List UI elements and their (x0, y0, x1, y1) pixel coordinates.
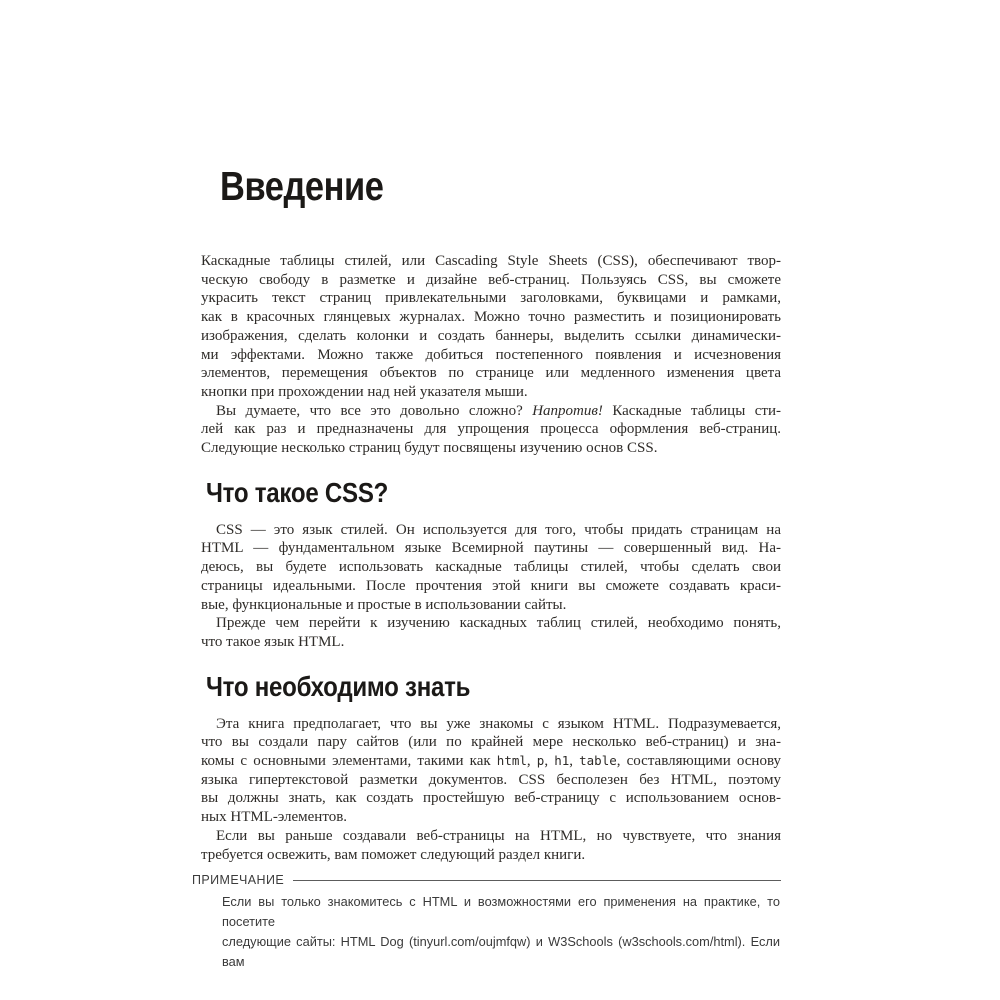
text-segment: Прежде чем перейти к изучению каскадных таблиц стилей, необходимо понять, (216, 615, 781, 632)
text-line (201, 308, 781, 327)
paragraph (201, 252, 781, 402)
section-paragraphs (201, 521, 781, 652)
text-line (201, 252, 781, 271)
paragraph (201, 715, 781, 827)
section-what-you-need-to-know (201, 670, 782, 865)
text-line (201, 846, 781, 865)
text-segment: , составляющими основу (616, 753, 782, 770)
text-segment: , (569, 753, 580, 770)
text-segment: Вы думаете, что все это довольно сложно? (216, 402, 533, 419)
text-line (201, 789, 781, 808)
text-line (201, 271, 781, 290)
text-line (201, 420, 781, 439)
paragraph (201, 402, 781, 458)
text-segment: , (526, 753, 537, 770)
text-segment: следующие сайты: HTML Dog (tinyurl.com/oujmfqw) и W3Schools (w3schools.com/html). Если вам (222, 934, 780, 970)
text-line (201, 539, 781, 558)
text-segment: украсить текст страниц привлекательными заголовками, буквицами и рамками, (201, 290, 781, 307)
text-segment: Каскадные таблицы сти- (602, 402, 781, 419)
paragraph (222, 892, 780, 972)
note-header (192, 873, 781, 888)
text-line (201, 383, 781, 402)
code-text: p (536, 753, 545, 769)
text-segment: вые, функциональные и простые в использовании сайты. (201, 596, 567, 613)
text-segment: Если вы раньше создавали веб-страницы на HTML, но чувствуете, что знания (216, 827, 781, 844)
text-segment: , (544, 753, 555, 770)
text-segment: вы должны знать, как создать простейшую веб-страницу с использованием основ- (201, 790, 781, 807)
text-line (201, 752, 781, 771)
text-segment: элементов, перемещения объектов по странице или медленного изменения цвета (201, 365, 781, 382)
note-label: ПРИМЕЧАНИЕ (192, 873, 285, 888)
text-segment: языка гипертекстовой разметки документов. CSS бесполезен без HTML, поэтому (201, 771, 781, 788)
section-heading-what-is-css: Что такое CSS? (206, 476, 389, 508)
paragraph (201, 521, 781, 615)
text-line (222, 892, 780, 932)
text-line (201, 346, 781, 365)
code-text: table (579, 753, 617, 769)
chapter-title: Введение (220, 163, 384, 209)
text-segment: CSS — это язык стилей. Он используется для того, чтобы придать страницам на (216, 521, 781, 538)
text-line (201, 577, 781, 596)
text-segment: HTML — фундаментальном языке Всемирной паутины — совершенный вид. На- (201, 540, 781, 557)
page-content (192, 0, 782, 972)
text-line (201, 402, 781, 421)
text-segment: что вы создали пару сайтов (или по крайней мере несколько веб-страниц) и зна- (201, 734, 781, 751)
text-segment: страницы идеальными. После прочтения этой книги вы сможете создавать краси- (201, 577, 781, 594)
text-segment: лей как раз и предназначены для упрощения процесса оформления веб-страниц. (201, 421, 781, 438)
text-line (201, 289, 781, 308)
text-segment: Следующие несколько страниц будут посвящены изучению основ CSS. (201, 440, 658, 457)
italic-text: Напротив! (532, 402, 603, 419)
text-line (201, 558, 781, 577)
text-line (201, 439, 781, 458)
text-line (201, 827, 781, 846)
code-text: html (496, 753, 527, 769)
section-paragraphs (201, 715, 781, 865)
text-segment: требуется освежить, вам поможет следующий раздел книги. (201, 846, 586, 863)
text-line (201, 633, 781, 652)
text-segment: кнопки при прохождении над ней указателя мыши. (201, 383, 528, 400)
text-line (201, 808, 781, 827)
text-segment: изображения, сделать колонки и создать баннеры, выделить ссылки динамически- (201, 327, 781, 344)
text-segment: ми эффектами. Можно также добиться постепенного появления и исчезновения (201, 346, 781, 363)
note-text (222, 892, 780, 972)
text-segment: Эта книга предполагает, что вы уже знакомы с языком HTML. Подразумевается, (216, 715, 781, 732)
text-segment: ческую свободу в разметке и дизайне веб-страниц. Пользуясь CSS, вы сможете (201, 271, 781, 288)
text-segment: что такое язык HTML. (201, 633, 345, 650)
code-text: h1 (554, 753, 570, 769)
section-what-is-css (201, 476, 781, 652)
text-line (201, 596, 781, 615)
text-line (201, 327, 781, 346)
intro-paragraphs (201, 252, 781, 458)
text-segment: как в красочных глянцевых журналах. Можно точно разместить и позиционировать (201, 309, 781, 326)
note-rule-line (293, 880, 781, 881)
text-segment: Если вы только знакомитесь с HTML и возможностями его применения на практике, то посетите (222, 894, 780, 930)
text-segment: Каскадные таблицы стилей, или Cascading Style Sheets (CSS), обеспечивают твор- (201, 253, 781, 269)
text-line (201, 771, 781, 790)
section-heading-what-you-need-to-know: Что необходимо знать (206, 670, 471, 702)
text-segment: комы с основными элементами, такими как (201, 753, 497, 770)
text-line (222, 932, 780, 972)
text-segment: ных HTML-элементов. (201, 809, 348, 826)
paragraph (201, 827, 781, 864)
text-segment: деюсь, вы будете использовать каскадные таблицы стилей, чтобы сделать свои (201, 559, 781, 576)
paragraph (201, 614, 781, 651)
note-box (192, 873, 781, 972)
text-line (201, 715, 781, 734)
text-line (201, 364, 781, 383)
text-line (201, 733, 781, 752)
text-line (201, 614, 781, 633)
text-line (201, 521, 781, 540)
